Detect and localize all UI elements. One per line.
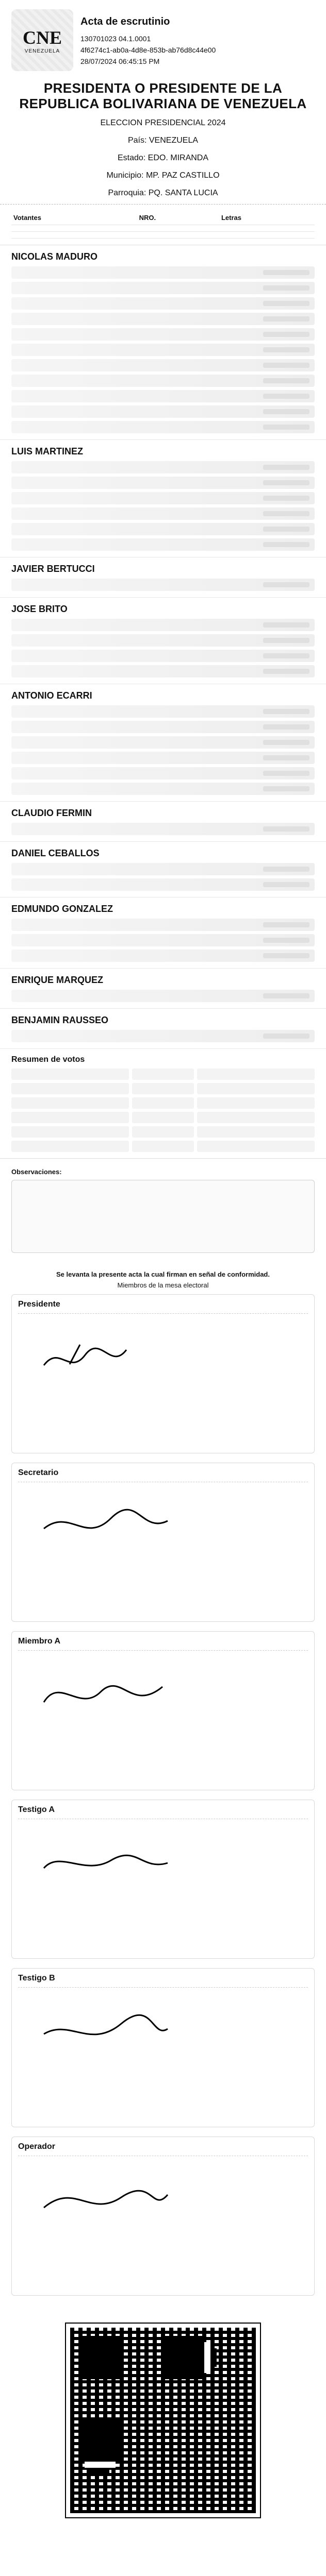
signature-icon bbox=[39, 1334, 152, 1381]
main-title: PRESIDENTA O PRESIDENTE DE LA REPUBLICA BOLIVARIANA DE VENEZUELA bbox=[19, 80, 307, 111]
col-nro: NRO. bbox=[137, 211, 219, 225]
summary-cell bbox=[197, 1083, 315, 1094]
signature-area bbox=[18, 1650, 308, 1785]
signature-area bbox=[18, 1313, 308, 1448]
candidate-row bbox=[11, 705, 315, 718]
summary-cell bbox=[132, 1126, 194, 1138]
members-intro: Se levanta la presente acta la cual firman en señal de conformidad. bbox=[56, 1270, 270, 1278]
candidate-row bbox=[11, 783, 315, 795]
candidate-row bbox=[11, 523, 315, 535]
member-card bbox=[11, 2137, 315, 2296]
timestamp: 28/07/2024 06:45:15 PM bbox=[80, 57, 160, 65]
votes-row bbox=[11, 225, 315, 232]
votes-section bbox=[0, 205, 326, 245]
candidate-block bbox=[0, 842, 326, 897]
member-role: Secretario bbox=[18, 1468, 59, 1477]
candidate-row bbox=[11, 665, 315, 677]
candidate-row bbox=[11, 390, 315, 402]
summary-cell bbox=[197, 1141, 315, 1152]
observaciones bbox=[0, 1159, 326, 1259]
candidate-rows bbox=[11, 863, 315, 891]
header-meta bbox=[80, 14, 315, 67]
candidate-name: NICOLAS MADURO bbox=[11, 251, 97, 262]
candidate-row bbox=[11, 313, 315, 325]
signature-area bbox=[18, 2156, 308, 2290]
candidate-row bbox=[11, 282, 315, 294]
candidate-name: ENRIQUE MARQUEZ bbox=[11, 975, 104, 985]
candidate-row bbox=[11, 950, 315, 962]
cne-logo: CNE VENEZUELA bbox=[11, 9, 73, 71]
candidate-row bbox=[11, 767, 315, 779]
candidates bbox=[0, 245, 326, 1049]
candidate-name: ANTONIO ECARRI bbox=[11, 690, 92, 701]
candidate-row bbox=[11, 619, 315, 631]
summary-cell bbox=[132, 1083, 194, 1094]
member-role: Testigo B bbox=[18, 1974, 55, 1982]
candidate-row bbox=[11, 297, 315, 310]
candidate-row bbox=[11, 579, 315, 591]
candidate-rows bbox=[11, 1030, 315, 1042]
candidate-row bbox=[11, 266, 315, 279]
candidate-rows bbox=[11, 619, 315, 677]
summary-cell bbox=[132, 1112, 194, 1123]
candidate-block bbox=[0, 1009, 326, 1049]
candidate-row bbox=[11, 990, 315, 1002]
summary-cell bbox=[11, 1069, 129, 1080]
candidate-name: BENJAMIN RAUSSEO bbox=[11, 1015, 109, 1025]
candidate-row bbox=[11, 934, 315, 946]
votes-table bbox=[11, 211, 315, 239]
candidate-block bbox=[0, 440, 326, 557]
signature-icon bbox=[39, 2177, 173, 2223]
summary-cell bbox=[11, 1097, 129, 1109]
candidate-row bbox=[11, 461, 315, 473]
footer-code bbox=[0, 2521, 326, 2540]
candidate-row bbox=[11, 538, 315, 551]
candidate-row bbox=[11, 878, 315, 891]
candidate-rows bbox=[11, 579, 315, 591]
member-card bbox=[11, 1800, 315, 1959]
member-card bbox=[11, 1294, 315, 1453]
candidate-name: JAVIER BERTUCCI bbox=[11, 564, 95, 574]
summary-grid bbox=[11, 1069, 315, 1152]
candidate-block bbox=[0, 897, 326, 969]
summary-cell bbox=[197, 1097, 315, 1109]
summary-cell bbox=[197, 1112, 315, 1123]
votes-row bbox=[11, 232, 315, 239]
candidate-row bbox=[11, 507, 315, 520]
candidate-row bbox=[11, 1030, 315, 1042]
candidate-block bbox=[0, 598, 326, 684]
candidate-name: JOSE BRITO bbox=[11, 604, 68, 614]
parroquia: Parroquia: PQ. SANTA LUCIA bbox=[108, 189, 218, 197]
candidate-row bbox=[11, 405, 315, 418]
header bbox=[0, 0, 326, 205]
candidate-row bbox=[11, 634, 315, 647]
members bbox=[0, 1259, 326, 2311]
signature-icon bbox=[39, 1503, 173, 1549]
candidate-block bbox=[0, 245, 326, 440]
candidate-row bbox=[11, 823, 315, 835]
summary-cell bbox=[11, 1112, 129, 1123]
candidate-block bbox=[0, 969, 326, 1009]
summary-cell bbox=[11, 1083, 129, 1094]
candidate-block bbox=[0, 557, 326, 598]
candidate-name: LUIS MARTINEZ bbox=[11, 446, 83, 456]
candidate-rows bbox=[11, 919, 315, 962]
signature-icon bbox=[39, 1840, 173, 1886]
summary-cell bbox=[197, 1126, 315, 1138]
candidate-name: EDMUNDO GONZALEZ bbox=[11, 904, 113, 914]
observaciones-box bbox=[11, 1180, 315, 1253]
member-role: Miembro A bbox=[18, 1637, 61, 1646]
header-top bbox=[11, 9, 315, 71]
candidate-row bbox=[11, 736, 315, 749]
signature-icon bbox=[39, 1671, 173, 1718]
candidate-row bbox=[11, 421, 315, 433]
signature-area bbox=[18, 1987, 308, 2122]
summary-cell bbox=[132, 1141, 194, 1152]
candidate-rows bbox=[11, 823, 315, 835]
summary-cell bbox=[11, 1141, 129, 1152]
qr-code bbox=[66, 2324, 260, 2517]
member-role: Testigo A bbox=[18, 1805, 55, 1814]
code-line-2: 4f6274c1-ab0a-4d8e-853b-ab76d8c44e00 bbox=[80, 45, 216, 54]
member-card bbox=[11, 1968, 315, 2127]
candidate-row bbox=[11, 752, 315, 764]
candidate-row bbox=[11, 492, 315, 504]
signature-icon bbox=[39, 2008, 173, 2055]
candidate-row bbox=[11, 344, 315, 356]
candidate-rows bbox=[11, 990, 315, 1002]
municipio: Municipio: MP. PAZ CASTILLO bbox=[106, 171, 220, 180]
candidate-row bbox=[11, 721, 315, 733]
member-role: Presidente bbox=[18, 1300, 60, 1309]
summary bbox=[0, 1049, 326, 1159]
candidate-row bbox=[11, 328, 315, 341]
summary-cell bbox=[132, 1097, 194, 1109]
summary-cell bbox=[132, 1069, 194, 1080]
signature-area bbox=[18, 1482, 308, 1616]
candidate-row bbox=[11, 477, 315, 489]
eleccion: ELECCION PRESIDENCIAL 2024 bbox=[100, 118, 226, 127]
candidate-rows bbox=[11, 461, 315, 551]
summary-title: Resumen de votos bbox=[11, 1055, 85, 1064]
estado: Estado: EDO. MIRANDA bbox=[117, 154, 209, 162]
candidate-row bbox=[11, 375, 315, 387]
pais: País: VENEZUELA bbox=[127, 136, 199, 145]
candidate-row bbox=[11, 359, 315, 371]
candidate-name: DANIEL CEBALLOS bbox=[11, 848, 100, 858]
candidate-rows bbox=[11, 266, 315, 433]
member-role: Operador bbox=[18, 2142, 56, 2151]
qr-section bbox=[0, 2311, 326, 2521]
member-card bbox=[11, 1463, 315, 1622]
acta-title: Acta de escrutinio bbox=[80, 15, 170, 27]
col-letras: Letras bbox=[219, 211, 315, 225]
candidate-row bbox=[11, 863, 315, 875]
candidate-name: CLAUDIO FERMIN bbox=[11, 808, 92, 818]
members-subtitle: Miembros de la mesa electoral bbox=[117, 1281, 209, 1289]
summary-cell bbox=[197, 1069, 315, 1080]
candidate-block bbox=[0, 684, 326, 802]
observaciones-label: Observaciones: bbox=[11, 1168, 62, 1176]
code-line-1: 130701023 04.1.0001 bbox=[80, 34, 151, 43]
votes-header-row bbox=[11, 211, 315, 225]
candidate-row bbox=[11, 650, 315, 662]
candidate-rows bbox=[11, 705, 315, 795]
summary-cell bbox=[11, 1126, 129, 1138]
signature-area bbox=[18, 1819, 308, 1953]
candidate-row bbox=[11, 919, 315, 931]
member-card bbox=[11, 1631, 315, 1790]
col-votantes: Votantes bbox=[11, 211, 137, 225]
candidate-block bbox=[0, 802, 326, 842]
